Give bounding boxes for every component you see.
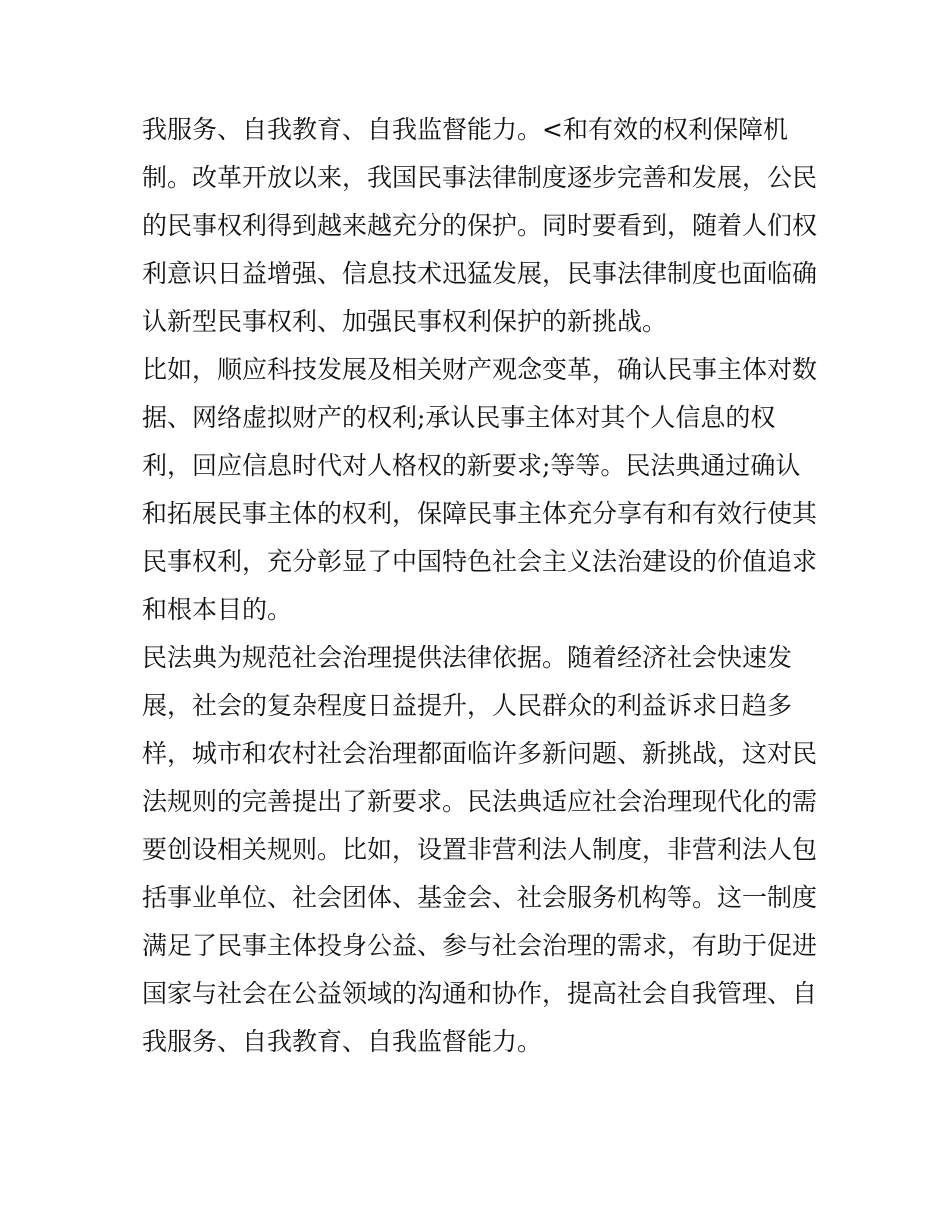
text-line: 我服务、自我教育、自我监督能力。<和有效的权利保障机 [142, 115, 788, 144]
text-line: 满足了民事主体投身公益、参与社会治理的需求，有助于促进 [142, 931, 818, 960]
text-line: 括事业单位、社会团体、基金会、社会服务机构等。这一制度 [142, 883, 818, 912]
text-line: 制。改革开放以来，我国民事法律制度逐步完善和发展，公民 [142, 163, 818, 192]
text-line: 民法典为规范社会治理提供法律依据。随着经济社会快速发 [142, 643, 793, 672]
text-line: 和拓展民事主体的权利，保障民事主体充分享有和有效行使其 [142, 499, 818, 528]
text-line: 展，社会的复杂程度日益提升，人民群众的利益诉求日趋多 [142, 691, 793, 720]
text-line: 我服务、自我教育、自我监督能力。 [142, 1027, 543, 1056]
text-line: 法规则的完善提出了新要求。民法典适应社会治理现代化的需 [142, 787, 818, 816]
text-line: 据、网络虚拟财产的权利;承认民事主体对其个人信息的权 [142, 403, 776, 432]
text-line: 要创设相关规则。比如，设置非营利法人制度，非营利法人包 [142, 835, 818, 864]
text-line: 利意识日益增强、信息技术迅猛发展，民事法律制度也面临确 [142, 259, 818, 288]
text-line: 国家与社会在公益领域的沟通和协作，提高社会自我管理、自 [142, 979, 818, 1008]
text-line: 比如，顺应科技发展及相关财产观念变革，确认民事主体对数 [142, 355, 818, 384]
text-line: 民事权利，充分彰显了中国特色社会主义法治建设的价值追求 [142, 547, 818, 576]
text-line: 认新型民事权利、加强民事权利保护的新挑战。 [142, 307, 668, 336]
text-line: 的民事权利得到越来越充分的保护。同时要看到，随着人们权 [142, 211, 818, 240]
document-body [142, 106, 818, 1066]
text-line: 利，回应信息时代对人格权的新要求;等等。民法典通过确认 [142, 451, 801, 480]
text-line: 和根本目的。 [142, 595, 293, 624]
text-line: 样，城市和农村社会治理都面临许多新问题、新挑战，这对民 [142, 739, 818, 768]
